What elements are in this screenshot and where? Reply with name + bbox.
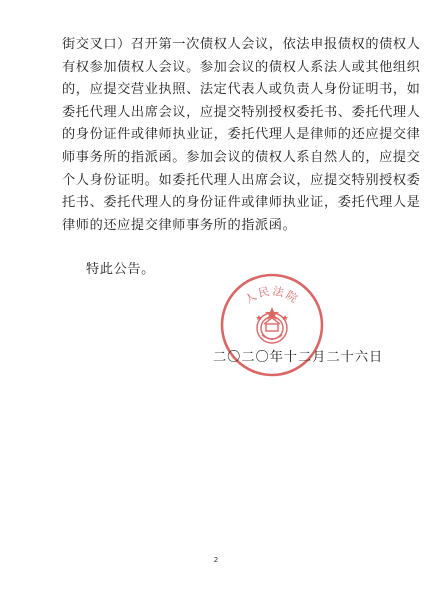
body-line: 的，应提交营业执照、法定代表人或负责人身份证明书，如 xyxy=(62,82,421,98)
body-line: 个人身份证明。如委托代理人出席会议，应提交特别授权委 xyxy=(62,172,421,188)
body-line: 有权参加债权人会议。参加会议的债权人系法人或其他组织 xyxy=(62,59,421,75)
seal-text: 人民法院 xyxy=(242,284,302,307)
body-line: 委托代理人出席会议，应提交特别授权委托书、委托代理人 xyxy=(62,104,421,120)
body-line: 律师的还应提交律师事务所的指派函。 xyxy=(62,217,297,233)
body-line: 托书、委托代理人的身份证件或律师执业证，委托代理人是 xyxy=(62,195,421,211)
body-line: 师事务所的指派函。参加会议的债权人系自然人的，应提交 xyxy=(62,149,421,165)
announcement-body xyxy=(62,34,421,237)
body-line: 的身份证件或律师执业证，委托代理人是律师的还应提交律 xyxy=(62,127,421,143)
announcement-date: 二〇二〇年十二月二十六日 xyxy=(213,350,384,365)
closing-statement: 特此公告。 xyxy=(86,262,155,277)
body-line: 街交叉口）召开第一次债权人会议，依法申报债权的债权人 xyxy=(62,37,421,52)
page-number: 2 xyxy=(213,556,219,564)
national-emblem-icon xyxy=(257,313,287,343)
